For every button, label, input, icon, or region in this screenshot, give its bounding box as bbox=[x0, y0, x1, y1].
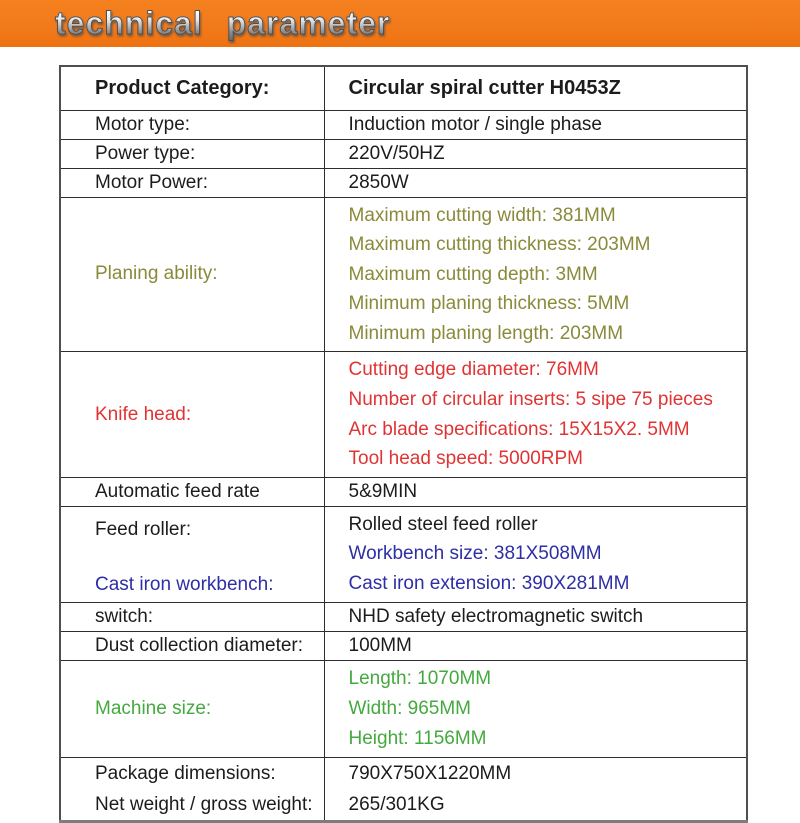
table-row bbox=[60, 110, 747, 139]
row-label-cell bbox=[60, 139, 324, 168]
row-value: 5&9MIN bbox=[348, 480, 418, 502]
row-label-cell bbox=[60, 197, 324, 352]
row-value-line: Length: 1070MM bbox=[348, 667, 492, 689]
row-value-line: Cutting edge diameter: 76MM bbox=[348, 359, 599, 381]
row-value: 220V/50HZ bbox=[348, 142, 445, 164]
row-value: 2850W bbox=[348, 171, 409, 193]
row-value: Induction motor / single phase bbox=[348, 113, 602, 135]
row-label-cell bbox=[60, 602, 324, 631]
row-value-line: Width: 965MM bbox=[348, 697, 471, 719]
row-label-cell bbox=[60, 757, 324, 821]
row-value-cell bbox=[324, 631, 747, 660]
row-value-line: 265/301KG bbox=[348, 793, 445, 815]
row-value: Circular spiral cutter H0453Z bbox=[348, 76, 621, 99]
row-label: Automatic feed rate bbox=[95, 480, 260, 502]
row-value-line: Tool head speed: 5000RPM bbox=[348, 448, 583, 470]
table-row bbox=[60, 352, 747, 477]
row-value-line: Maximum cutting width: 381MM bbox=[348, 204, 616, 226]
row-value-line: Minimum planing length: 203MM bbox=[348, 322, 624, 344]
row-value-cell bbox=[324, 197, 747, 352]
row-value-cell bbox=[324, 110, 747, 139]
table-row bbox=[60, 660, 747, 757]
row-value-cell bbox=[324, 66, 747, 110]
row-value-cell bbox=[324, 602, 747, 631]
row-value-cell bbox=[324, 139, 747, 168]
table-row bbox=[60, 506, 747, 602]
row-value-line: Arc blade specifications: 15X15X2. 5MM bbox=[348, 418, 690, 440]
row-value-line: Number of circular inserts: 5 sipe 75 pieces bbox=[348, 389, 713, 411]
row-label-cell bbox=[60, 110, 324, 139]
row-value-cell bbox=[324, 477, 747, 506]
table-row bbox=[60, 168, 747, 197]
row-value-cell bbox=[324, 660, 747, 757]
table-row bbox=[60, 757, 747, 821]
row-value-cell bbox=[324, 168, 747, 197]
row-label-cell bbox=[60, 506, 324, 602]
page-title: technical parameter bbox=[55, 5, 391, 41]
row-label-cell bbox=[60, 477, 324, 506]
row-label: Planing ability: bbox=[95, 263, 218, 285]
table-row bbox=[60, 139, 747, 168]
row-label: Feed roller: bbox=[95, 518, 192, 540]
row-label: Knife head: bbox=[95, 403, 192, 425]
row-label: switch: bbox=[95, 605, 154, 627]
row-label: Power type: bbox=[95, 142, 196, 164]
row-value-line: Rolled steel feed roller bbox=[348, 513, 538, 535]
spec-table bbox=[59, 65, 748, 823]
row-label: Product Category: bbox=[95, 76, 270, 99]
row-label: Cast iron workbench: bbox=[95, 574, 274, 596]
row-label: Machine size: bbox=[95, 697, 212, 719]
row-value: NHD safety electromagnetic switch bbox=[348, 605, 644, 627]
row-value-line: Maximum cutting depth: 3MM bbox=[348, 263, 598, 285]
title-banner bbox=[0, 0, 800, 47]
spec-table-container bbox=[59, 65, 800, 823]
row-label-cell bbox=[60, 352, 324, 477]
row-label: Net weight / gross weight: bbox=[95, 793, 313, 815]
row-label-cell bbox=[60, 66, 324, 110]
row-value: 100MM bbox=[348, 634, 412, 656]
row-value-line: Height: 1156MM bbox=[348, 727, 487, 749]
row-label: Motor type: bbox=[95, 113, 191, 135]
table-row bbox=[60, 631, 747, 660]
row-value-line: Minimum planing thickness: 5MM bbox=[348, 293, 630, 315]
table-row bbox=[60, 477, 747, 506]
row-value-line: Maximum cutting thickness: 203MM bbox=[348, 234, 651, 256]
row-value-cell bbox=[324, 352, 747, 477]
row-value-line: 790X750X1220MM bbox=[348, 762, 512, 784]
row-label: Dust collection diameter: bbox=[95, 634, 304, 656]
row-label-cell bbox=[60, 168, 324, 197]
row-value-cell bbox=[324, 757, 747, 821]
row-value-line: Cast iron extension: 390X281MM bbox=[348, 573, 630, 595]
row-label-cell bbox=[60, 631, 324, 660]
row-label: Motor Power: bbox=[95, 171, 208, 193]
row-label: Package dimensions: bbox=[95, 762, 276, 784]
row-value-line: Workbench size: 381X508MM bbox=[348, 543, 602, 565]
table-row bbox=[60, 66, 747, 110]
row-label-cell bbox=[60, 660, 324, 757]
row-value-cell bbox=[324, 506, 747, 602]
table-row bbox=[60, 602, 747, 631]
table-row bbox=[60, 197, 747, 352]
